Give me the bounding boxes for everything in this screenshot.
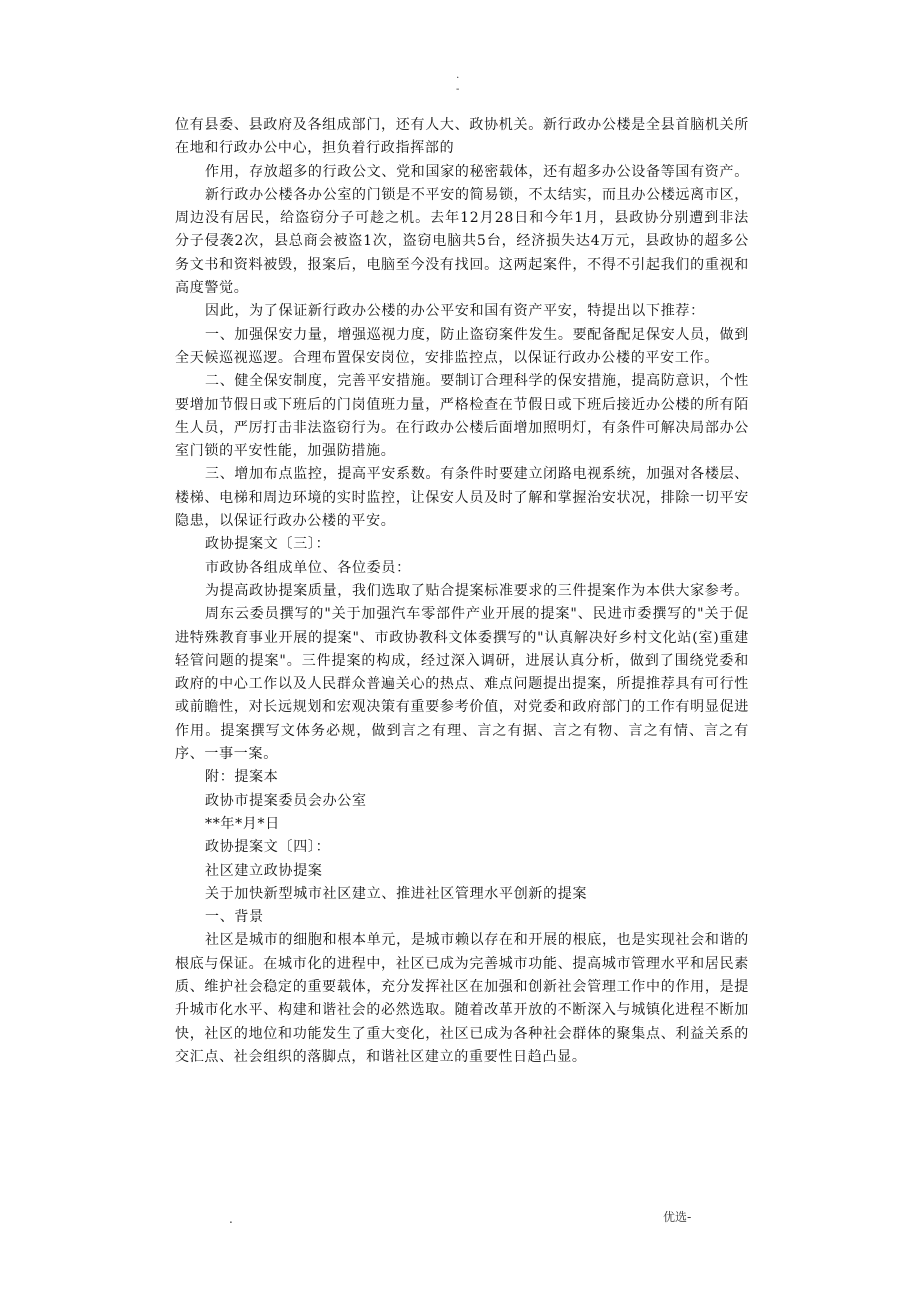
subheading: 社区建立政协提案 (205, 862, 323, 879)
paragraph: 三、增加布点监控，提高平安系数。有条件时要建立闭路电视系统，加强对各楼层、楼梯、电梯和周边环境的实时监控，让保安人员及时了解和掌握治安状况，排除一切平安隐患，以保证行政办公楼的平安。 (175, 466, 749, 530)
paragraph: 二、健全保安制度，完善平安措施。要制订合理科学的保安措施，提高防意识，个性要增加节假日或下班后的门岗值班力量，严格检查在节假日或下班后接近办公楼的所有陌生人员，严厉打击非法盗窃行为。在行政办公楼后面增加照明灯，有条件可解决局部办公室门锁的平安性能，加强防措施。 (175, 373, 749, 460)
header-dash: - (456, 84, 460, 95)
paragraph: 为提高政协提案质量，我们选取了贴合提案标准要求的三件提案作为本供大家参考。 (205, 582, 749, 599)
paragraph: 新行政办公楼各办公室的门锁是不平安的简易锁，不太结实，而且办公楼远离市区，周边没有居民，给盗窃分子可趁之机。去年12月28日和今年1月，县政协分别遭到非法分子侵袭2次，县总商会被盗1次，盗窃电脑共5台，经济损失达4万元，县政协的超多公务文书和资料被毁，报案后，电脑至今没有找回。这两起案件，不得不引起我们的重视和高度警觉。 (175, 186, 749, 297)
section-heading: 政协提案文〔三〕： (205, 536, 331, 553)
section-heading: 政协提案文〔四〕： (205, 839, 331, 856)
signature-date: **年*月*日 (205, 815, 280, 832)
header-dot: . (456, 70, 460, 81)
paragraph: 作用，存放超多的行政公文、党和国家的秘密载体，还有超多办公设备等国有资产。 (205, 163, 749, 180)
document-body (175, 114, 749, 1069)
footer-dot: . (229, 1212, 233, 1226)
footer-label: 优选- (663, 1210, 692, 1224)
section-heading: 一、背景 (205, 909, 264, 926)
paragraph: 因此，为了保证新行政办公楼的办公平安和国有资产平安，特提出以下推荐： (205, 303, 705, 320)
proposal-title: 关于加快新型城市社区建立、推进社区管理水平创新的提案 (205, 885, 588, 902)
paragraph: 周东云委员撰写的"关于加强汽车零部件产业开展的提案"、民进市委撰写的"关于促进特殊教育事业开展的提案"、市政协教科文体委撰写的"认真解决好乡村文化站(室)重建轻管问题的提案"。三件提案的构成，经过深入调研，进展认真分析，做到了围绕党委和政府的中心工作以及人民群众普遍关心的热点、难点问题提出提案，所提推荐具有可行性或前瞻性，对长远规划和宏观决策有重要参考价值，对党委和政府部门的工作有明显促进作用。提案撰写文体务必规，做到言之有理、言之有据、言之有物、言之有情、言之有序、一事一案。 (175, 606, 749, 763)
page-header-mark (456, 70, 459, 96)
attachment-note: 附：提案本 (205, 769, 279, 786)
salutation: 市政协各组成单位、各位委员： (205, 559, 411, 576)
signature-office: 政协市提案委员会办公室 (205, 792, 367, 809)
paragraph-continuation: 位有县委、县政府及各组成部门，还有人大、政协机关。新行政办公楼是全县首脑机关所在地和行政办公中心，担负着行政指挥部的 (175, 117, 749, 157)
paragraph: 社区是城市的细胞和根本单元，是城市赖以存在和开展的根底，也是实现社会和谐的根底与保证。在城市化的进程中，社区已成为完善城市功能、提高城市管理水平和居民素质、维护社会稳定的重要载体，充分发挥社区在加强和创新社会管理工作中的作用，是提升城市化水平、构建和谐社会的必然选取。随着改革开放的不断深入与城镇化进程不断加快，社区的地位和功能发生了重大变化，社区已成为各种社会群体的聚集点、利益关系的交汇点、社会组织的落脚点，和谐社区建立的重要性日趋凸显。 (175, 932, 749, 1065)
paragraph: 一、加强保安力量，增强巡视力度，防止盗窃案件发生。要配备配足保安人员，做到全天候巡视巡逻。合理布置保安岗位，安排监控点，以保证行政办公楼的平安工作。 (175, 326, 749, 366)
